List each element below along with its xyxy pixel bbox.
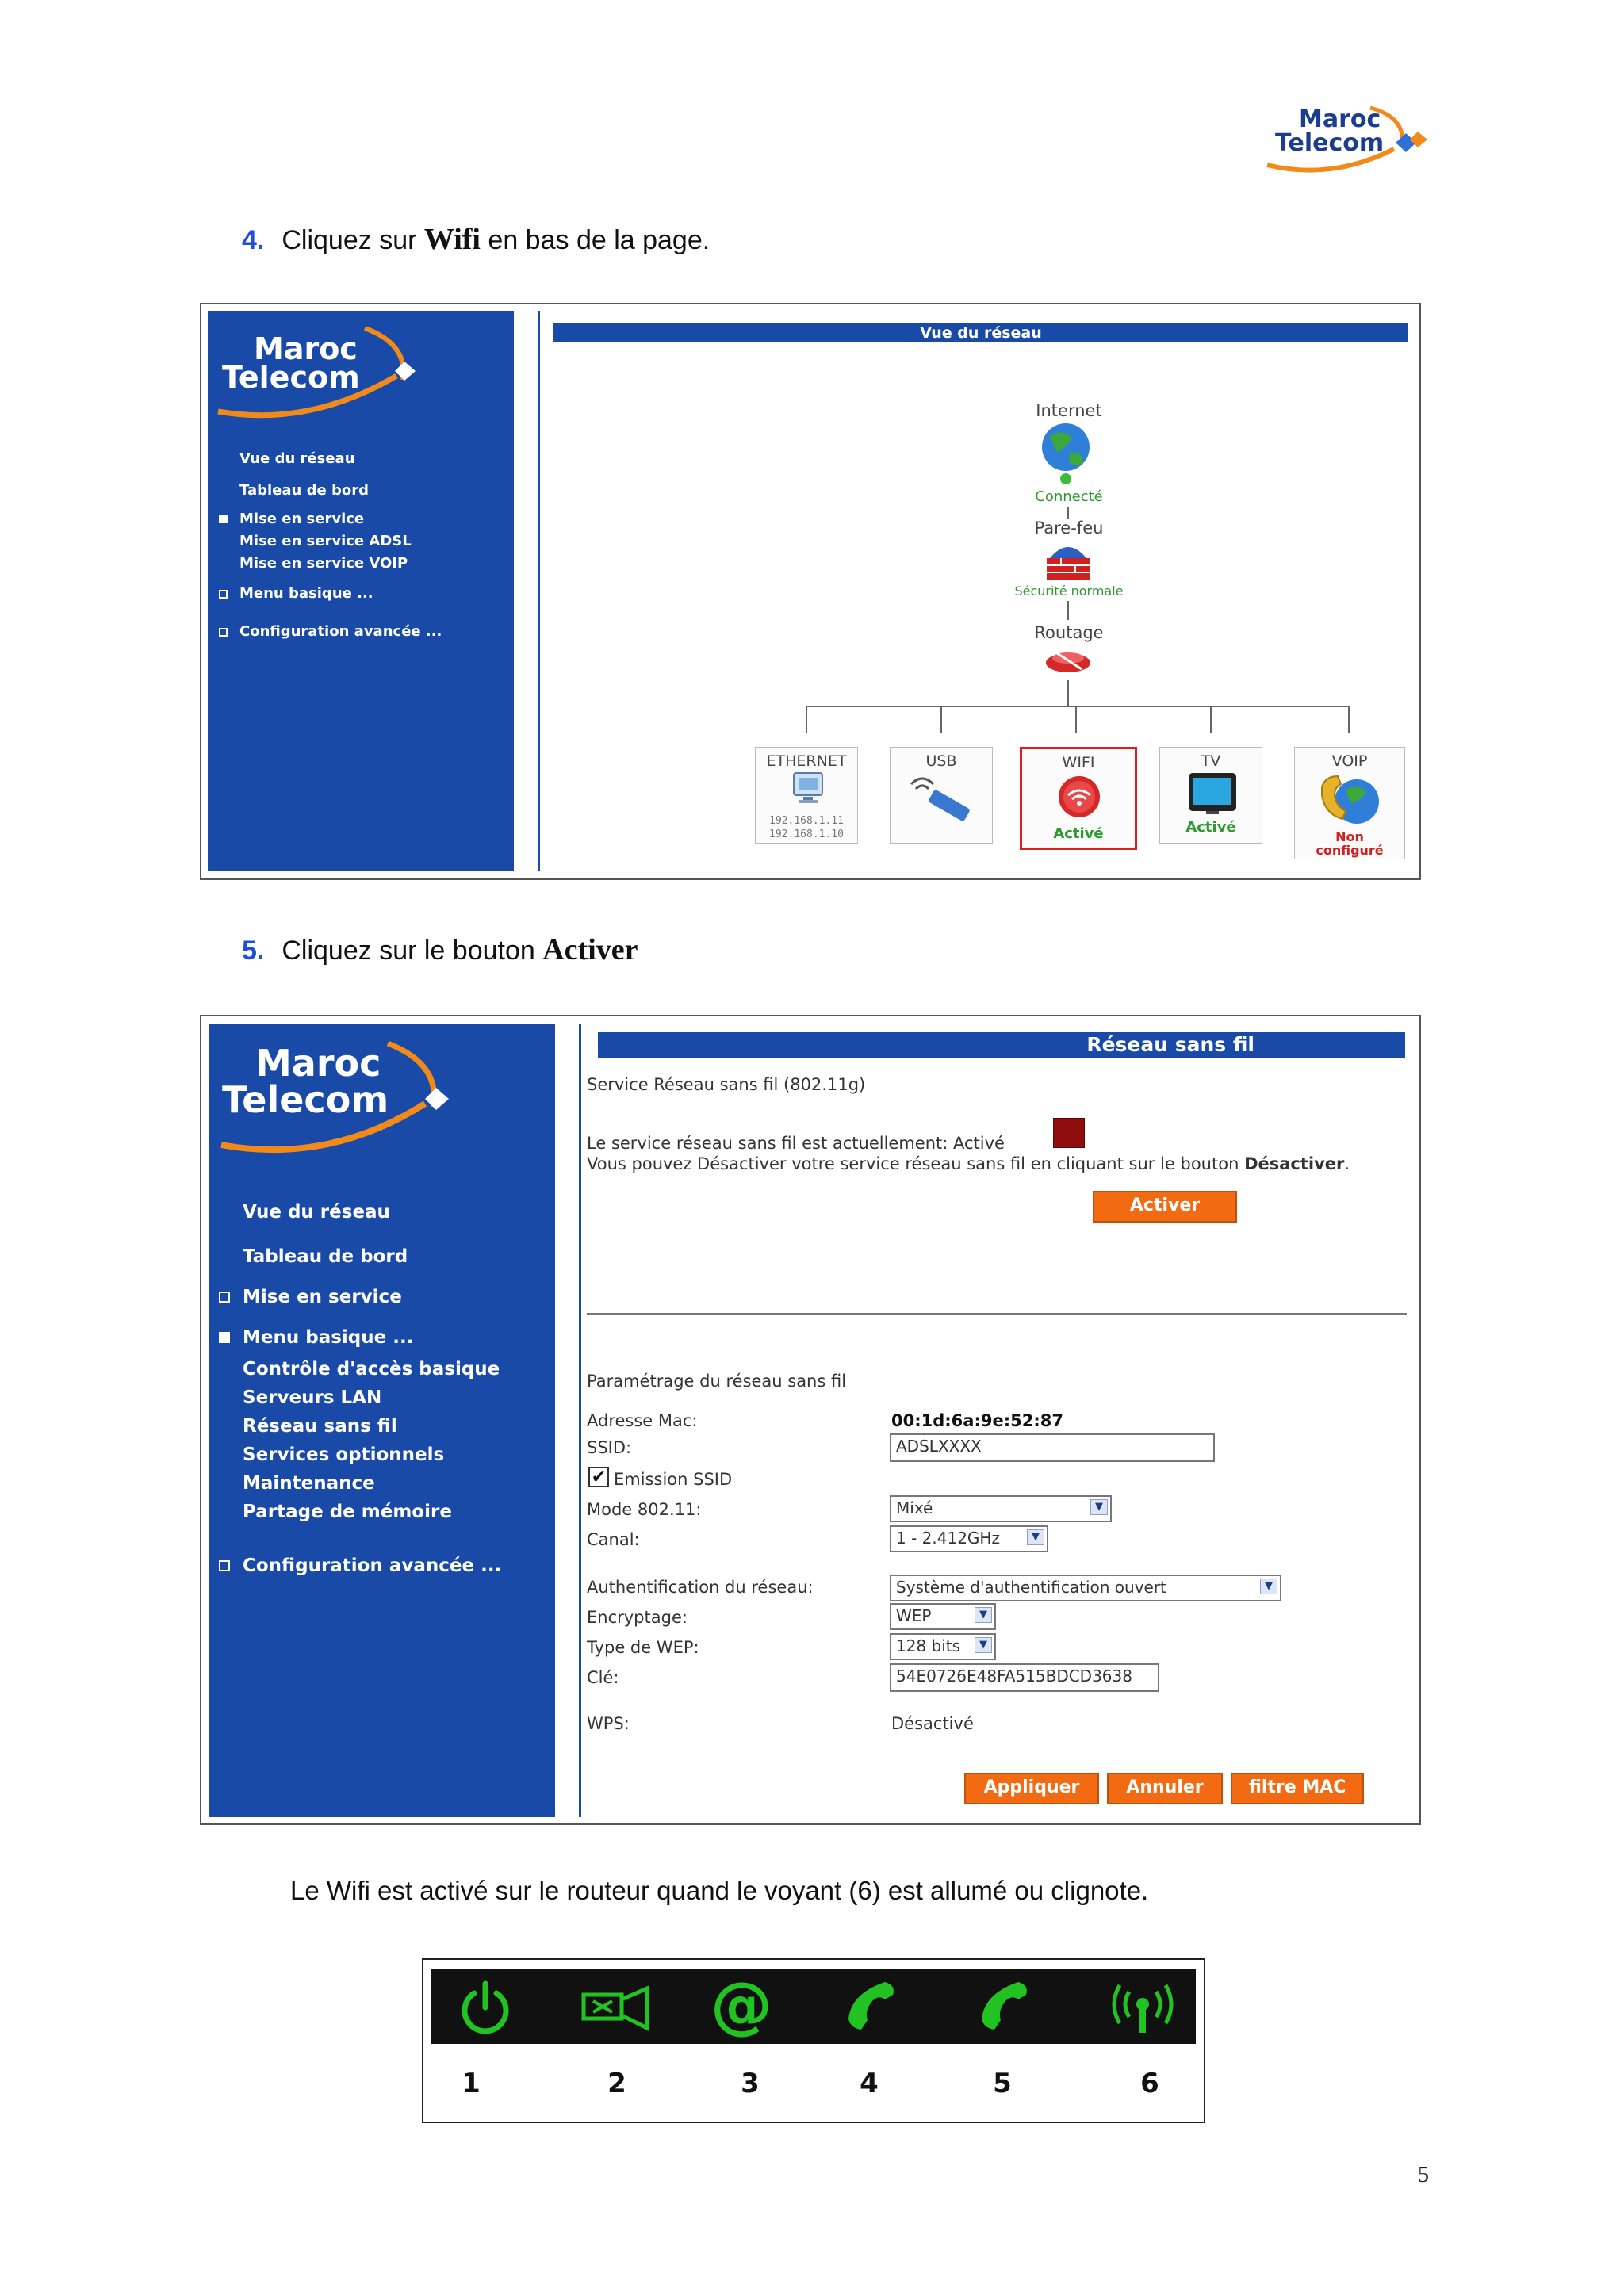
computer-icon	[791, 771, 825, 805]
nav-tableau-de-bord[interactable]: Tableau de bord	[243, 1246, 408, 1267]
step-number: 5.	[242, 936, 265, 966]
device-ip-2: 192.168.1.10	[769, 828, 844, 840]
nav-configuration-avancee[interactable]: Configuration avancée ...	[239, 623, 442, 640]
auth-label: Authentification du réseau:	[587, 1578, 814, 1597]
apply-button[interactable]: Appliquer	[964, 1773, 1099, 1804]
emission-ssid-checkbox[interactable]: ✔	[588, 1467, 609, 1487]
ethernet-icon	[579, 1984, 655, 2033]
connector-line	[1348, 706, 1350, 733]
firewall-icon[interactable]	[1044, 541, 1093, 582]
device-name: WIFI	[1062, 754, 1095, 771]
device-status: Activé	[1053, 825, 1104, 842]
routing-label: Routage	[1034, 623, 1104, 642]
svg-text:@: @	[710, 1976, 772, 2039]
phone-icon	[974, 1977, 1034, 2038]
power-icon	[455, 1977, 515, 2038]
expand-icon[interactable]	[219, 590, 228, 599]
nav-mise-en-service[interactable]: Mise en service	[239, 511, 365, 527]
maroc-telecom-logo	[1259, 101, 1442, 181]
chevron-down-icon: ▼	[1090, 1499, 1108, 1515]
hint-end: .	[1344, 1154, 1350, 1173]
device-ip-1: 192.168.1.11	[769, 815, 844, 827]
mac-label: Adresse Mac:	[587, 1411, 698, 1430]
channel-label: Canal:	[587, 1530, 640, 1549]
connector-line	[806, 706, 807, 733]
encryption-select[interactable]	[890, 1603, 996, 1630]
nav-vue-du-reseau[interactable]: Vue du réseau	[239, 450, 355, 467]
connector-line	[1067, 601, 1069, 620]
nav-menu-basique[interactable]: Menu basique ...	[239, 585, 373, 602]
phone-icon	[841, 1977, 901, 2038]
device-wifi[interactable]	[1020, 747, 1137, 850]
logo-text-line1: Maroc	[1299, 105, 1381, 133]
step-text-before: Cliquez sur le bouton	[282, 936, 543, 966]
mode-select[interactable]	[890, 1495, 1112, 1522]
wep-type-value: 128 bits	[896, 1636, 961, 1655]
chevron-down-icon: ▼	[975, 1637, 992, 1653]
nav-configuration-avancee[interactable]: Configuration avancée ...	[243, 1556, 502, 1576]
device-name: ETHERNET	[766, 752, 847, 770]
device-name: USB	[925, 752, 957, 770]
firewall-status: Sécurité normale	[1014, 584, 1124, 599]
chevron-down-icon: ▼	[1260, 1578, 1277, 1594]
sidebar	[209, 1024, 555, 1817]
activate-button[interactable]: Activer	[1093, 1191, 1237, 1223]
device-voip[interactable]	[1294, 747, 1405, 859]
usb-key-icon	[908, 775, 979, 830]
voip-phone-globe-icon	[1317, 771, 1385, 827]
chevron-down-icon: ▼	[1027, 1529, 1044, 1545]
hint-bold: Désactiver	[1244, 1154, 1345, 1173]
firewall-label: Pare-feu	[1034, 519, 1104, 538]
led-number: 2	[607, 2068, 626, 2099]
nav-menu-basique[interactable]: Menu basique ...	[243, 1327, 414, 1348]
expand-icon[interactable]	[219, 1560, 230, 1571]
globe-icon[interactable]	[1034, 422, 1105, 485]
step-4-heading	[242, 222, 710, 257]
chevron-down-icon: ▼	[975, 1607, 992, 1623]
wep-type-select[interactable]	[890, 1633, 996, 1660]
connector-line	[1075, 706, 1077, 733]
step-text-before: Cliquez sur	[282, 225, 424, 255]
device-name: TV	[1201, 752, 1221, 770]
router-icon[interactable]	[1044, 645, 1093, 677]
led-bar	[431, 1969, 1196, 2044]
tree-horizontal-line	[806, 706, 1350, 707]
connector-line	[1067, 507, 1069, 519]
led-number: 1	[462, 2068, 481, 2099]
expand-icon[interactable]	[219, 628, 228, 637]
at-icon	[706, 1976, 777, 2039]
step-5-heading	[242, 932, 638, 967]
device-name: VOIP	[1331, 752, 1368, 770]
device-status-line2: configuré	[1316, 843, 1384, 858]
emission-ssid-label: Emission SSID	[614, 1470, 733, 1489]
led-number: 3	[741, 2068, 760, 2099]
screenshot-network-view	[200, 303, 1421, 880]
key-input[interactable]: 54E0726E48FA515BDCD3638	[890, 1663, 1159, 1692]
encryption-value: WEP	[896, 1606, 932, 1625]
expand-icon[interactable]	[219, 1292, 230, 1303]
nav-mise-en-service[interactable]: Mise en service	[243, 1287, 402, 1307]
wps-value: Désactivé	[891, 1714, 974, 1733]
nav-serveurs-lan[interactable]: Serveurs LAN	[243, 1387, 382, 1408]
auth-select[interactable]	[890, 1575, 1281, 1601]
logo-text-line2: Telecom	[1275, 129, 1385, 157]
mac-value: 00:1d:6a:9e:52:87	[891, 1411, 1063, 1430]
vertical-divider	[538, 311, 540, 871]
led-number: 4	[860, 2068, 879, 2099]
key-label: Clé:	[587, 1668, 619, 1687]
connector-line	[1067, 680, 1069, 707]
device-ethernet[interactable]	[755, 747, 858, 844]
wep-type-label: Type de WEP:	[587, 1638, 699, 1657]
sidebar-logo-line2: Telecom	[222, 1078, 389, 1121]
section-title-bar: Réseau sans fil	[598, 1032, 1405, 1058]
tv-icon	[1187, 771, 1238, 816]
step-text-after: en bas de la page.	[480, 225, 710, 255]
step-number: 4.	[242, 225, 265, 255]
nav-controle-acces-basique[interactable]: Contrôle d'accès basique	[243, 1359, 500, 1380]
deactivate-hint	[587, 1154, 1350, 1173]
device-status-line1: Non	[1335, 829, 1364, 844]
hint-text: Vous pouvez Désactiver votre service réseau sans fil en cliquant sur le bouton	[587, 1154, 1245, 1173]
sidebar-logo-line2: Telecom	[222, 360, 360, 395]
nav-reseau-sans-fil[interactable]: Réseau sans fil	[243, 1416, 397, 1437]
device-usb[interactable]	[890, 747, 993, 844]
sidebar-logo-line1: Maroc	[254, 331, 358, 366]
internet-label: Internet	[1036, 401, 1102, 420]
connector-line	[1210, 706, 1212, 733]
led-explanation: Le Wifi est activé sur le routeur quand le voyant (6) est allumé ou clignote.	[290, 1876, 1149, 1905]
vertical-divider	[579, 1024, 581, 1817]
channel-value: 1 - 2.412GHz	[896, 1529, 1000, 1548]
settings-title: Paramétrage du réseau sans fil	[587, 1372, 847, 1391]
step-keyword: Wifi	[423, 223, 481, 256]
collapse-icon[interactable]	[219, 515, 228, 523]
router-led-panel	[422, 1958, 1205, 2123]
mode-label: Mode 802.11:	[587, 1500, 702, 1519]
channel-select[interactable]	[890, 1525, 1048, 1552]
section-title-bar: Vue du réseau	[553, 323, 1408, 342]
led-number: 5	[993, 2068, 1012, 2099]
service-status-text: Le service réseau sans fil est actuellement: Activé	[587, 1134, 1005, 1153]
nav-tableau-de-bord[interactable]: Tableau de bord	[239, 482, 369, 499]
cancel-button[interactable]: Annuler	[1107, 1773, 1223, 1804]
screenshot-wireless-settings	[200, 1015, 1421, 1825]
collapse-icon[interactable]	[219, 1332, 230, 1343]
step-keyword: Activer	[542, 933, 638, 966]
nav-partage-de-memoire[interactable]: Partage de mémoire	[243, 1502, 452, 1522]
nav-vue-du-reseau[interactable]: Vue du réseau	[243, 1202, 390, 1223]
auth-value: Système d'authentification ouvert	[896, 1578, 1166, 1597]
internet-status: Connecté	[1035, 488, 1103, 505]
mode-value: Mixé	[896, 1498, 933, 1517]
device-status: Activé	[1185, 819, 1236, 836]
nav-mise-en-service-voip[interactable]: Mise en service VOIP	[239, 555, 408, 572]
page-number: 5	[1418, 2163, 1429, 2187]
encryption-label: Encryptage:	[587, 1608, 688, 1627]
nav-mise-en-service-adsl[interactable]: Mise en service ADSL	[239, 533, 412, 549]
led-number: 6	[1140, 2068, 1159, 2099]
mac-filter-button[interactable]: filtre MAC	[1231, 1773, 1364, 1804]
connector-line	[940, 706, 942, 733]
wps-label: WPS:	[587, 1714, 630, 1733]
nav-services-optionnels[interactable]: Services optionnels	[243, 1445, 445, 1465]
section-divider	[587, 1313, 1407, 1315]
wifi-antenna-icon	[1107, 1977, 1178, 2038]
service-label: Service Réseau sans fil (802.11g)	[587, 1075, 866, 1094]
ssid-label: SSID:	[587, 1438, 632, 1457]
sidebar-logo-line1: Maroc	[255, 1042, 381, 1085]
sidebar	[208, 311, 514, 871]
status-indicator	[1053, 1118, 1085, 1148]
device-tv[interactable]	[1159, 747, 1262, 844]
wifi-icon	[1055, 775, 1103, 819]
ssid-input[interactable]: ADSLXXXX	[890, 1433, 1215, 1462]
nav-maintenance[interactable]: Maintenance	[243, 1473, 375, 1494]
